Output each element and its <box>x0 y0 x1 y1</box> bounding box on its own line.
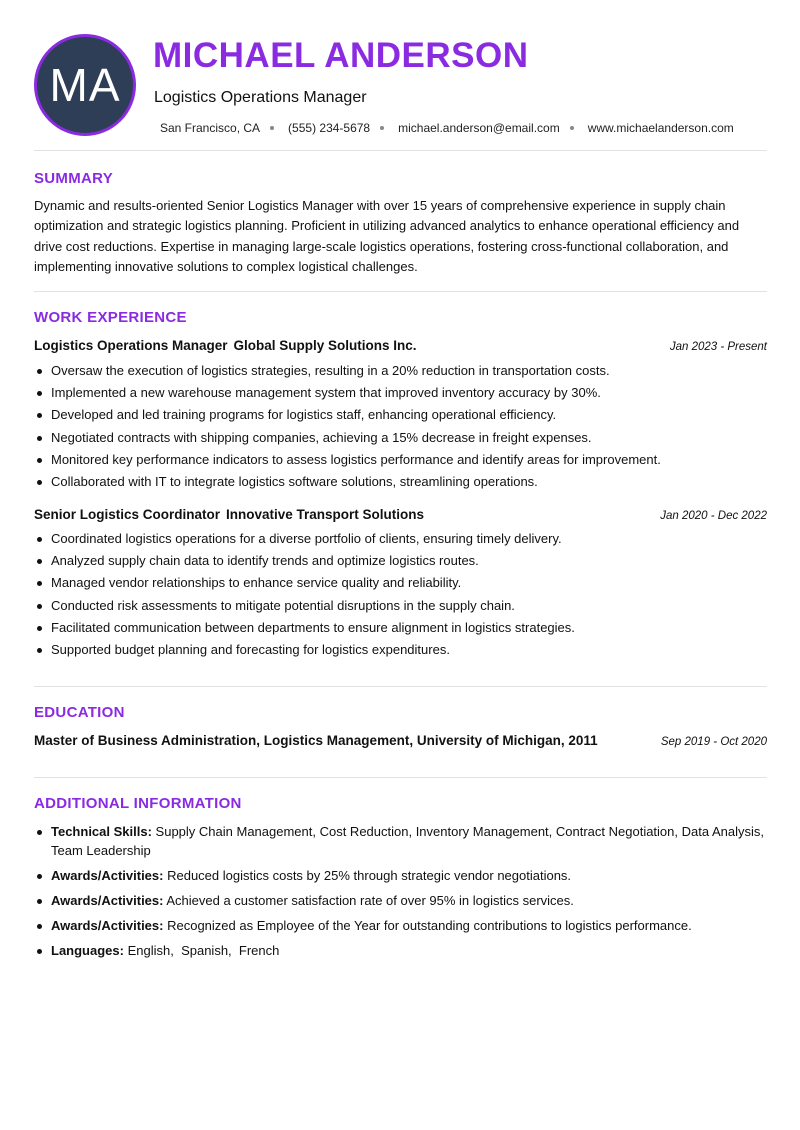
avatar-initials: MA <box>49 59 121 111</box>
job-bullet: Analyzed supply chain data to identify trends and optimize logistics routes. <box>34 550 767 572</box>
item-text: Recognized as Employee of the Year for outstanding contributions to logistics performance. <box>167 918 692 933</box>
section-divider <box>34 150 767 151</box>
contact-location: San Francisco, CA <box>160 121 261 135</box>
item-label: Languages: <box>51 943 124 958</box>
contact-website[interactable]: www.michaelanderson.com <box>587 121 734 135</box>
additional-info-item <box>34 916 767 935</box>
additional-info-heading: ADDITIONAL INFORMATION <box>34 795 242 812</box>
job-bullet: Supported budget planning and forecasting for logistics expenditures. <box>34 639 767 661</box>
job-bullet: Conducted risk assessments to mitigate potential disruptions in the supply chain. <box>34 595 767 617</box>
job-bullet: Facilitated communication between departments to ensure alignment in logistics strategies. <box>34 617 767 639</box>
education-dates: Sep 2019 - Oct 2020 <box>660 736 767 748</box>
contact-line <box>160 121 734 135</box>
job-company: Innovative Transport Solutions <box>226 507 425 522</box>
item-text: Reduced logistics costs by 25% through strategic vendor negotiations. <box>167 868 572 883</box>
job-header <box>34 338 767 353</box>
education-heading: EDUCATION <box>34 704 125 721</box>
additional-info-list <box>34 822 767 966</box>
separator-dot <box>270 126 274 130</box>
job-bullet: Developed and led training programs for logistics staff, enhancing operational efficiency. <box>34 404 767 426</box>
job-bullet: Coordinated logistics operations for a diverse portfolio of clients, ensuring timely delivery. <box>34 528 767 550</box>
job-role: Senior Logistics Coordinator <box>34 507 221 522</box>
item-label: Awards/Activities: <box>51 918 164 933</box>
job-role: Logistics Operations Manager <box>34 338 228 353</box>
additional-info-item <box>34 941 767 960</box>
additional-info-item <box>34 866 767 885</box>
job-header <box>34 507 767 522</box>
job-title-line <box>34 338 417 353</box>
item-label: Awards/Activities: <box>51 868 164 883</box>
job-bullet: Managed vendor relationships to enhance service quality and reliability. <box>34 572 767 594</box>
job-bullet: Negotiated contracts with shipping companies, achieving a 15% decrease in freight expenses. <box>34 427 767 449</box>
candidate-name: MICHAEL ANDERSON <box>153 36 529 75</box>
job-dates: Jan 2020 - Dec 2022 <box>660 510 767 522</box>
education-entry <box>34 733 767 748</box>
job-bullet: Collaborated with IT to integrate logistics software solutions, streamlining operations. <box>34 471 767 493</box>
additional-info-item <box>34 822 767 860</box>
candidate-title: Logistics Operations Manager <box>154 89 367 106</box>
section-divider <box>34 686 767 687</box>
education-degree: Master of Business Administration, Logistics Management, University of Michigan, 2011 <box>34 733 598 748</box>
job-bullet-list <box>34 360 767 493</box>
job-company: Global Supply Solutions Inc. <box>233 338 417 353</box>
separator-dot <box>380 126 384 130</box>
item-label: Technical Skills: <box>51 824 152 839</box>
resume-header <box>0 0 800 150</box>
summary-text: Dynamic and results-oriented Senior Logistics Manager with over 15 years of comprehensive experience in supply chain optimization and strategic logistics planning. Proficient in utilizing advanced analytics to enhance operational efficiency and drive cost reductions. Expertise in managing large-scale logistics operations, fostering cross-functional collaboration, and implementing innovative solutions to complex logistical challenges. <box>34 198 740 274</box>
job-dates: Jan 2023 - Present <box>669 341 767 353</box>
summary-heading: SUMMARY <box>34 170 114 187</box>
item-text: English, Spanish, French <box>127 943 280 958</box>
job-bullet: Implemented a new warehouse management system that improved inventory accuracy by 30%. <box>34 382 767 404</box>
item-text: Supply Chain Management, Cost Reduction, Inventory Management, Contract Negotiation, Data Analysis, Team Leadership <box>51 824 764 858</box>
item-text: Achieved a customer satisfaction rate of over 95% in logistics services. <box>166 893 574 908</box>
job-title-line <box>34 507 424 522</box>
section-divider <box>34 291 767 292</box>
job-bullet-list <box>34 528 767 661</box>
job-bullet: Monitored key performance indicators to assess logistics performance and identify areas for improvement. <box>34 449 767 471</box>
separator-dot <box>570 126 574 130</box>
contact-email[interactable]: michael.anderson@email.com <box>398 121 560 135</box>
additional-info-item <box>34 891 767 910</box>
section-divider <box>34 777 767 778</box>
item-label: Awards/Activities: <box>51 893 164 908</box>
work-experience-heading: WORK EXPERIENCE <box>34 309 187 326</box>
avatar <box>34 34 136 136</box>
contact-phone: (555) 234-5678 <box>288 121 371 135</box>
job-bullet: Oversaw the execution of logistics strategies, resulting in a 20% reduction in transportation costs. <box>34 360 767 382</box>
